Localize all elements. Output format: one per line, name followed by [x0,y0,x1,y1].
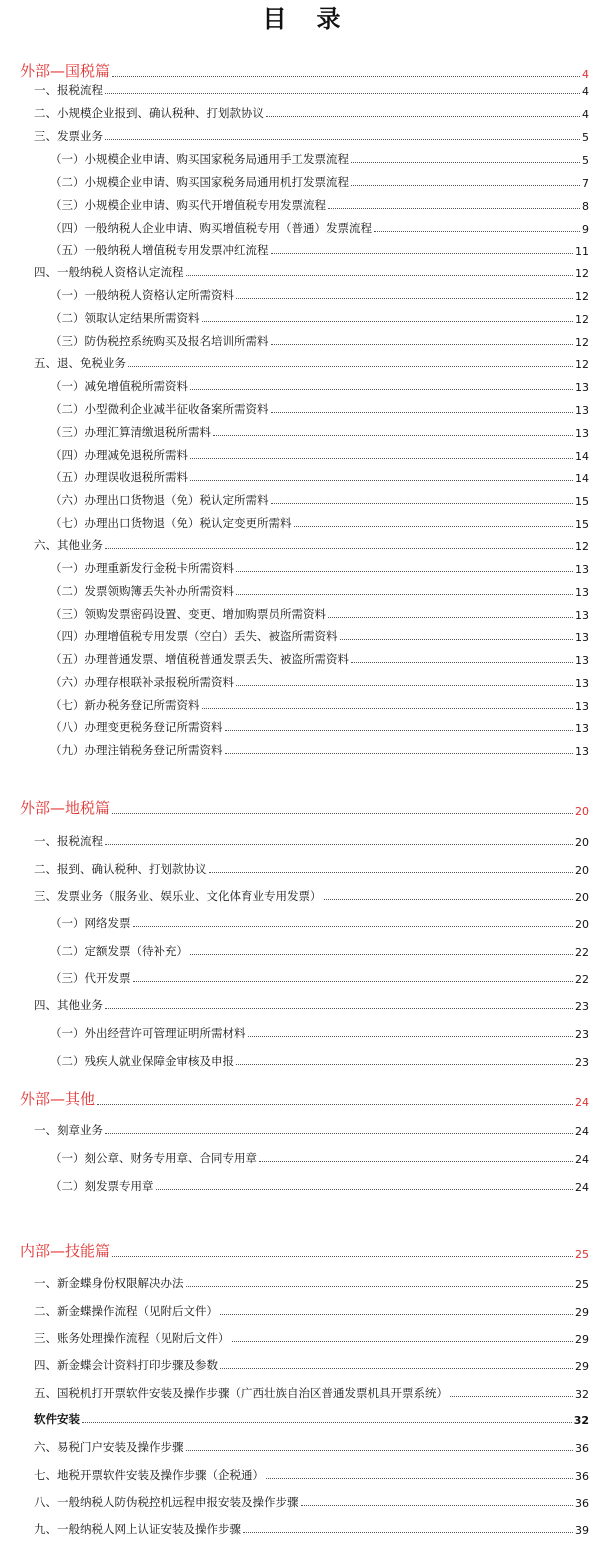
toc-entry-title: 外部—国税篇 [20,62,111,80]
toc-entry[interactable] [50,1178,589,1194]
dot-leader [128,365,573,367]
toc-page-number: 15 [575,495,589,508]
toc-page-number: 22 [575,973,589,986]
toc-entry-title: （二）小规模企业申请、购买国家税务局通用机打发票流程 [50,175,349,189]
toc-entry-title: （一）外出经营许可管理证明所需材料 [50,1026,246,1040]
dot-leader [105,138,580,140]
dot-leader [220,1313,573,1315]
toc-page-number: 23 [575,1028,589,1041]
toc-entry-title: （二）发票领购簿丢失补办所需资料 [50,584,234,598]
toc-page-number: 12 [575,358,589,371]
toc-entry[interactable] [50,697,589,713]
toc-page-number: 14 [575,472,589,485]
toc-entry-title: （五）一般纳税人增值税专用发票冲红流程 [50,243,269,257]
toc-page-number: 15 [575,518,589,531]
toc-entry-title: （七）办理出口货物退（免）税认定变更所需料 [50,516,292,530]
toc-page-number: 23 [575,1056,589,1069]
toc-page-number: 13 [575,745,589,758]
dot-leader [190,388,573,390]
toc-entry-title: 八、一般纳税人防伪税控机远程申报安装及操作步骤 [34,1495,299,1509]
toc-entry-title: 四、其他业务 [34,998,103,1012]
toc-entry-title: 五、退、免税业务 [34,356,126,370]
dot-leader [248,1035,574,1037]
toc-entry[interactable] [34,1122,589,1138]
dot-leader [232,1340,574,1342]
toc-entry-title: 三、账务处理操作流程（见附后文件） [34,1331,230,1345]
toc-entry[interactable] [34,1357,589,1373]
toc-page-number: 11 [575,245,589,258]
toc-entry-title: 九、一般纳税人网上认证安装及操作步骤 [34,1522,241,1536]
toc-entry-title: （三）办理汇算清缴退税所需料 [50,425,211,439]
dot-leader [294,525,574,527]
toc-section-heading[interactable] [20,1240,589,1261]
toc-page-number: 36 [575,1497,589,1510]
toc-entry-title: 二、报到、确认税种、打划款协议 [34,862,207,876]
toc-entry[interactable] [50,492,589,508]
toc-entry[interactable] [34,1439,589,1455]
toc-entry[interactable] [34,833,589,849]
toc-page-number: 39 [575,1524,589,1537]
toc-page-number: 20 [575,918,589,931]
toc-entry[interactable] [50,742,589,758]
toc-page-number: 9 [582,223,589,236]
toc-entry-title: （二）定额发票（待补充） [50,944,188,958]
toc-entry-title: （二）领取认定结果所需资料 [50,311,200,325]
toc-page-number: 24 [575,1153,589,1166]
toc-entry[interactable] [34,128,589,144]
toc-entry[interactable] [34,997,589,1013]
toc-page-number: 25 [575,1248,589,1261]
toc-entry[interactable] [50,719,589,735]
toc-entry[interactable] [50,943,589,959]
toc-page-number: 36 [575,1470,589,1483]
toc-entry-title: 四、一般纳税人资格认定流程 [34,265,184,279]
toc-entry-title: （一）减免增值税所需资料 [50,379,188,393]
dot-leader [340,638,574,640]
toc-page-number: 13 [575,654,589,667]
dot-leader [105,547,573,549]
toc-entry[interactable] [50,174,589,190]
toc-entry-title: 七、地税开票软件安装及操作步骤（企税通） [34,1468,264,1482]
toc-page-number: 12 [575,336,589,349]
toc-entry-title: （七）新办税务登记所需资料 [50,698,200,712]
toc-page-number: 32 [575,1388,589,1401]
toc-page-number: 7 [582,177,589,190]
dot-leader [156,1188,574,1190]
toc-entry[interactable] [34,537,589,553]
toc-page-number: 13 [575,609,589,622]
toc-entry[interactable] [50,447,589,463]
dot-leader [190,479,573,481]
toc-entry[interactable] [34,355,589,371]
toc-entry[interactable] [50,151,589,167]
dot-leader [351,161,580,163]
toc-entry[interactable] [50,583,589,599]
toc-entry-title: 一、报税流程 [34,83,103,97]
toc-page-number: 29 [575,1360,589,1373]
toc-entry[interactable] [34,1411,589,1427]
toc-page-number: 22 [575,946,589,959]
toc-page-number: 12 [575,540,589,553]
dot-leader [266,115,580,117]
toc-entry-title: （一）办理重新发行金税卡所需资料 [50,561,234,575]
toc-entry-title: （四）办理增值税专用发票（空白）丢失、被盗所需资料 [50,629,338,643]
toc-page-number: 29 [575,1333,589,1346]
toc-page-number: 24 [575,1096,589,1109]
dot-leader [186,1285,574,1287]
toc-entry[interactable] [34,105,589,121]
dot-leader [351,184,580,186]
toc-page-number: 12 [575,290,589,303]
toc-entry[interactable] [34,1275,589,1291]
dot-leader [209,871,574,873]
toc-page-number: 20 [575,864,589,877]
toc-page-number: 32 [573,1414,589,1427]
toc-page-number: 13 [575,631,589,644]
toc-page-number: 13 [575,677,589,690]
toc-entry-title: 一、新金蝶身份权限解决办法 [34,1276,184,1290]
dot-leader [105,92,580,94]
toc-entry-title: 六、其他业务 [34,538,103,552]
toc-entry-title: （二）小型微利企业减半征收备案所需资料 [50,402,269,416]
toc-entry-title: （一）网络发票 [50,916,131,930]
toc-entry-title: 三、发票业务（服务业、娱乐业、文化体育业专用发票） [34,889,322,903]
dot-leader [213,434,573,436]
dot-leader [351,661,573,663]
dot-leader [236,593,573,595]
toc-entry-title: （五）办理误收退税所需料 [50,470,188,484]
toc-page-number: 5 [582,154,589,167]
toc-entry[interactable] [50,197,589,213]
toc-entry[interactable] [50,469,589,485]
toc-entry-title: 软件安装 [34,1412,80,1426]
toc-entry-title: （三）代开发票 [50,971,131,985]
toc-entry-title: （二）残疾人就业保障金审核及申报 [50,1054,234,1068]
dot-leader [271,411,574,413]
dot-leader [190,457,573,459]
dot-leader [186,274,574,276]
toc-entry-title: 三、发票业务 [34,129,103,143]
toc-page-number: 13 [575,563,589,576]
dot-leader [324,898,574,900]
dot-leader [236,1063,573,1065]
toc-entry[interactable] [50,628,589,644]
toc-entry-title: （二）刻发票专用章 [50,1179,154,1193]
toc-page-number: 13 [575,700,589,713]
dot-leader [186,1449,574,1451]
toc-page-number: 23 [575,1000,589,1013]
toc-entry-title: 外部—地税篇 [20,799,111,817]
toc-page-number: 14 [575,450,589,463]
toc-entry[interactable] [50,915,589,931]
toc-entry-title: （五）办理普通发票、增值税普通发票丢失、被盗所需资料 [50,652,349,666]
toc-entry[interactable] [34,1521,589,1537]
toc-page-number: 13 [575,381,589,394]
dot-leader [266,1477,573,1479]
toc-entry[interactable] [34,264,589,280]
toc-page-number: 25 [575,1278,589,1291]
toc-entry[interactable] [50,333,589,349]
toc-page-number: 24 [575,1181,589,1194]
toc-section-heading[interactable] [20,797,589,818]
toc-entry-title: （四）一般纳税人企业申请、购买增值税专用（普通）发票流程 [50,221,372,235]
toc-page-number: 20 [575,805,589,818]
toc-entry-title: （九）办理注销税务登记所需资料 [50,743,223,757]
toc-page-number: 5 [582,131,589,144]
dot-leader [190,953,573,955]
toc-page-number: 29 [575,1306,589,1319]
toc-page-number: 20 [575,836,589,849]
toc-page-number: 12 [575,267,589,280]
toc-entry-title: 二、新金蝶操作流程（见附后文件） [34,1304,218,1318]
toc-entry-title: （六）办理存根联补录报税所需资料 [50,675,234,689]
toc-entry-title: （一）刻公章、财务专用章、合同专用章 [50,1151,257,1165]
toc-page-number: 12 [575,313,589,326]
toc-entry[interactable] [34,861,589,877]
dot-leader [271,252,574,254]
toc-entry[interactable] [34,1385,589,1401]
toc-entry-title: （三）小规模企业申请、购买代开增值税专用发票流程 [50,198,326,212]
toc-page-number: 36 [575,1442,589,1455]
dot-leader [236,297,573,299]
toc-entry-title: （三）领购发票密码设置、变更、增加购票员所需资料 [50,607,326,621]
dot-leader [259,1160,573,1162]
toc-entry[interactable] [50,970,589,986]
toc-entry[interactable] [50,1150,589,1166]
dot-leader [301,1504,574,1506]
toc-title: 目录 [262,4,371,33]
toc-entry-title: 六、易税门户安装及操作步骤 [34,1440,184,1454]
toc-entry[interactable] [50,220,589,236]
toc-entry-title: （八）办理变更税务登记所需资料 [50,720,223,734]
dot-leader [225,752,574,754]
toc-entry-title: 一、报税流程 [34,834,103,848]
toc-entry[interactable] [34,1494,589,1510]
toc-entry[interactable] [50,651,589,667]
toc-page-number: 4 [582,68,589,81]
toc-entry[interactable] [50,401,589,417]
toc-entry[interactable] [50,515,589,531]
toc-entry[interactable] [34,1467,589,1483]
toc-page-number: 20 [575,891,589,904]
dot-leader [133,980,574,982]
toc-page-number: 13 [575,427,589,440]
toc-entry[interactable] [50,606,589,622]
toc-entry-title: （三）防伪税控系统购买及报名培训所需料 [50,334,269,348]
dot-leader [97,1103,573,1105]
toc-entry[interactable] [34,1303,589,1319]
toc-entry[interactable] [50,378,589,394]
dot-leader [220,1367,573,1369]
toc-entry-title: 外部—其他 [20,1090,96,1108]
toc-entry[interactable] [50,287,589,303]
dot-leader [133,925,574,927]
dot-leader [225,729,574,731]
toc-entry-title: 二、小规模企业报到、确认税种、打划款协议 [34,106,264,120]
dot-leader [236,684,573,686]
toc-section-heading[interactable] [20,60,589,81]
toc-entry[interactable] [34,888,589,904]
dot-leader [105,1132,573,1134]
dot-leader [82,1421,572,1423]
toc-page-number: 4 [582,108,589,121]
toc-page-number: 8 [582,200,589,213]
dot-leader [271,502,574,504]
toc-entry-title: （六）办理出口货物退（免）税认定所需料 [50,493,269,507]
dot-leader [105,1007,573,1009]
toc-entry-title: （一）小规模企业申请、购买国家税务局通用手工发票流程 [50,152,349,166]
dot-leader [450,1395,573,1397]
dot-leader [202,707,574,709]
dot-leader [202,320,574,322]
dot-leader [236,570,573,572]
dot-leader [243,1531,573,1533]
dot-leader [105,843,573,845]
dot-leader [112,75,580,77]
toc-entry[interactable] [50,242,589,258]
toc-entry[interactable] [50,424,589,440]
toc-entry[interactable] [34,1330,589,1346]
dot-leader [328,207,580,209]
toc-page-number: 13 [575,404,589,417]
toc-page-number: 13 [575,722,589,735]
toc-entry[interactable] [50,674,589,690]
toc-entry[interactable] [50,310,589,326]
toc-entry[interactable] [34,82,589,98]
toc-entry[interactable] [50,1025,589,1041]
toc-page-number: 4 [582,85,589,98]
dot-leader [328,616,573,618]
toc-entry[interactable] [50,1053,589,1069]
toc-entry-title: （四）办理减免退税所需料 [50,448,188,462]
toc-page-number: 24 [575,1125,589,1138]
toc-section-heading[interactable] [20,1088,589,1109]
toc-entry-title: 一、刻章业务 [34,1123,103,1137]
toc-entry-title: 内部—技能篇 [20,1242,111,1260]
dot-leader [374,230,580,232]
toc-entry[interactable] [50,560,589,576]
dot-leader [112,812,573,814]
dot-leader [271,343,574,345]
toc-entry-title: 四、新金蝶会计资料打印步骤及参数 [34,1358,218,1372]
toc-entry-title: 五、国税机打开票软件安装及操作步骤（广西壮族自治区普通发票机具开票系统） [34,1386,448,1400]
dot-leader [112,1255,573,1257]
toc-page-number: 13 [575,586,589,599]
toc-entry-title: （一）一般纳税人资格认定所需资料 [50,288,234,302]
